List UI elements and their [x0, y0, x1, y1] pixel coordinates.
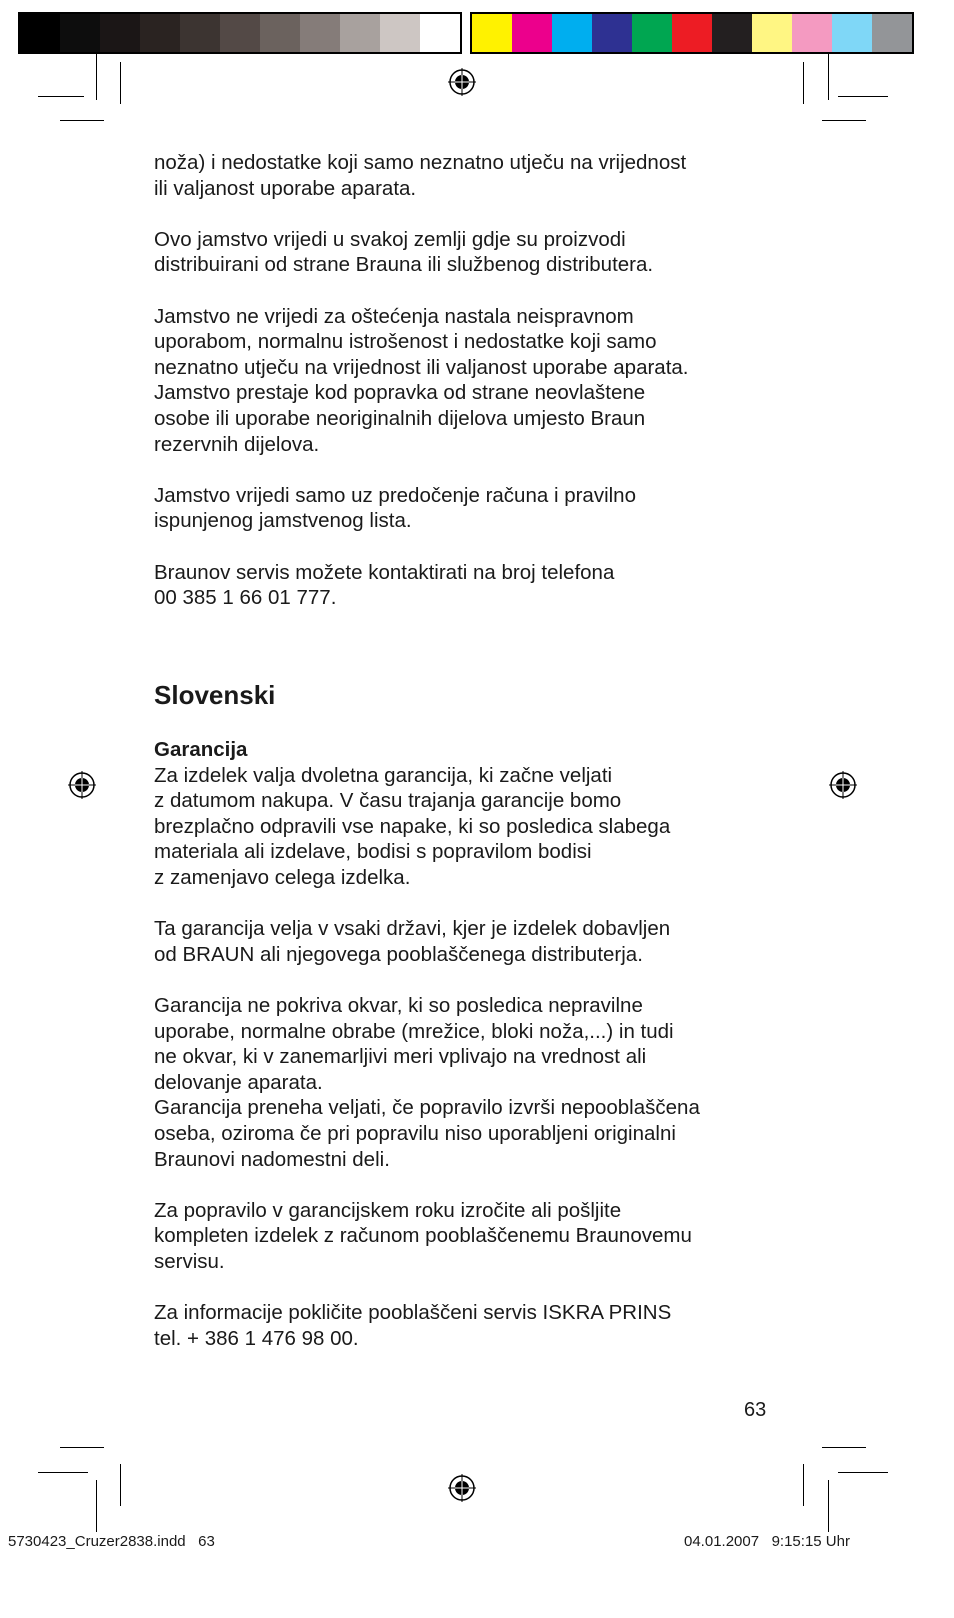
color-swatch: [380, 14, 420, 52]
color-swatch: [140, 14, 180, 52]
registration-mark-icon: [447, 67, 477, 97]
grayscale-color-bar: [18, 12, 462, 54]
crop-mark: [828, 1480, 829, 1532]
crop-mark: [120, 62, 121, 104]
registration-mark-icon: [447, 1473, 477, 1503]
crop-mark: [38, 96, 84, 97]
paragraph: Garancija ne pokriva okvar, ki so posledica nepravilne uporabe, normalne obrabe (mrežice, bloki noža,...) in tudi ne okvar, ki v zanemarljivi meri vplivajo na vrednost ali delovanje aparata. Garancija preneha veljati, če popravilo izvrši nepooblaščena oseba, oziroma če pri popravilu niso uporabljeni originalni Braunovi nadomestni deli.: [154, 993, 700, 1171]
crop-mark: [803, 62, 804, 104]
color-swatch: [512, 14, 552, 52]
color-swatch: [260, 14, 300, 52]
color-swatch: [592, 14, 632, 52]
crop-mark: [120, 1464, 121, 1506]
crop-mark: [838, 96, 888, 97]
paragraph: Za informacije pokličite pooblaščeni servis ISKRA PRINS tel. + 386 1 476 98 00.: [154, 1301, 672, 1350]
color-swatch: [20, 14, 60, 52]
color-swatch: [712, 14, 752, 52]
paragraph: Jamstvo ne vrijedi za oštećenja nastala neispravnom uporabom, normalnu istrošenost i nedostatke koji samo neznatno utječu na vrijednost ili valjanost uporabe aparata. Jamstvo prestaje kod popravka od strane neovlaštene osobe ili uporabe neoriginalnih dijelova umjesto Braun rezervnih dijelova.: [154, 304, 689, 456]
color-swatch: [420, 14, 460, 52]
crop-mark: [60, 1447, 104, 1448]
crop-mark: [96, 1480, 97, 1532]
crop-mark: [838, 1472, 888, 1473]
paragraph: Za popravilo v garancijskem roku izročite ali pošljite kompleten izdelek z računom pooblaščenemu Braunovemu servisu.: [154, 1198, 692, 1273]
crop-mark: [96, 54, 97, 100]
section-title: Slovenski: [154, 680, 276, 710]
color-swatch: [832, 14, 872, 52]
registration-mark-icon: [828, 770, 858, 800]
color-swatch: [752, 14, 792, 52]
crop-mark: [828, 54, 829, 100]
process-color-bar: [470, 12, 914, 54]
paragraph: Za izdelek valja dvoletna garancija, ki začne veljati z datumom nakupa. V času trajanja garancije bomo brezplačno odpravili vse napake, ki so posledica slabega materiala ali izdelave, bodisi s popravilom bodisi z zamenjavo celega izdelka.: [154, 763, 671, 889]
color-swatch: [60, 14, 100, 52]
color-swatch: [100, 14, 140, 52]
color-swatch: [472, 14, 512, 52]
croatian-warranty-text: [154, 150, 794, 611]
color-swatch: [632, 14, 672, 52]
color-swatch: [872, 14, 912, 52]
color-swatch: [180, 14, 220, 52]
section-subtitle: Garancija: [154, 738, 248, 761]
color-swatch: [792, 14, 832, 52]
crop-mark: [803, 1464, 804, 1506]
paragraph: Ovo jamstvo vrijedi u svakoj zemlji gdje su proizvodi distribuirani od strane Brauna ili službenog distributera.: [154, 227, 654, 277]
crop-mark: [38, 1472, 88, 1473]
paragraph: Jamstvo vrijedi samo uz predočenje računa i pravilno ispunjenog jamstvenog lista.: [154, 483, 636, 533]
color-swatch: [340, 14, 380, 52]
paragraph: Braunov servis možete kontaktirati na broj telefona 00 385 1 66 01 777.: [154, 560, 615, 610]
color-swatch: [300, 14, 340, 52]
paragraph: Ta garancija velja v vsaki državi, kjer je izdelek dobavljen od BRAUN ali njegovega pooblaščenega distributerja.: [154, 917, 671, 966]
paragraph: noža) i nedostatke koji samo neznatno utječu na vrijednost ili valjanost uporabe aparata.: [154, 151, 687, 200]
slug-timestamp: 04.01.2007 9:15:15 Uhr: [684, 1533, 850, 1550]
slovenian-warranty-text: [154, 737, 814, 1351]
crop-mark: [822, 120, 866, 121]
color-swatch: [220, 14, 260, 52]
registration-mark-icon: [67, 770, 97, 800]
slug-file-name: 5730423_Cruzer2838.indd 63: [8, 1533, 215, 1550]
page-number: 63: [744, 1399, 767, 1421]
color-swatch: [552, 14, 592, 52]
color-swatch: [672, 14, 712, 52]
crop-mark: [822, 1447, 866, 1448]
crop-mark: [60, 120, 104, 121]
